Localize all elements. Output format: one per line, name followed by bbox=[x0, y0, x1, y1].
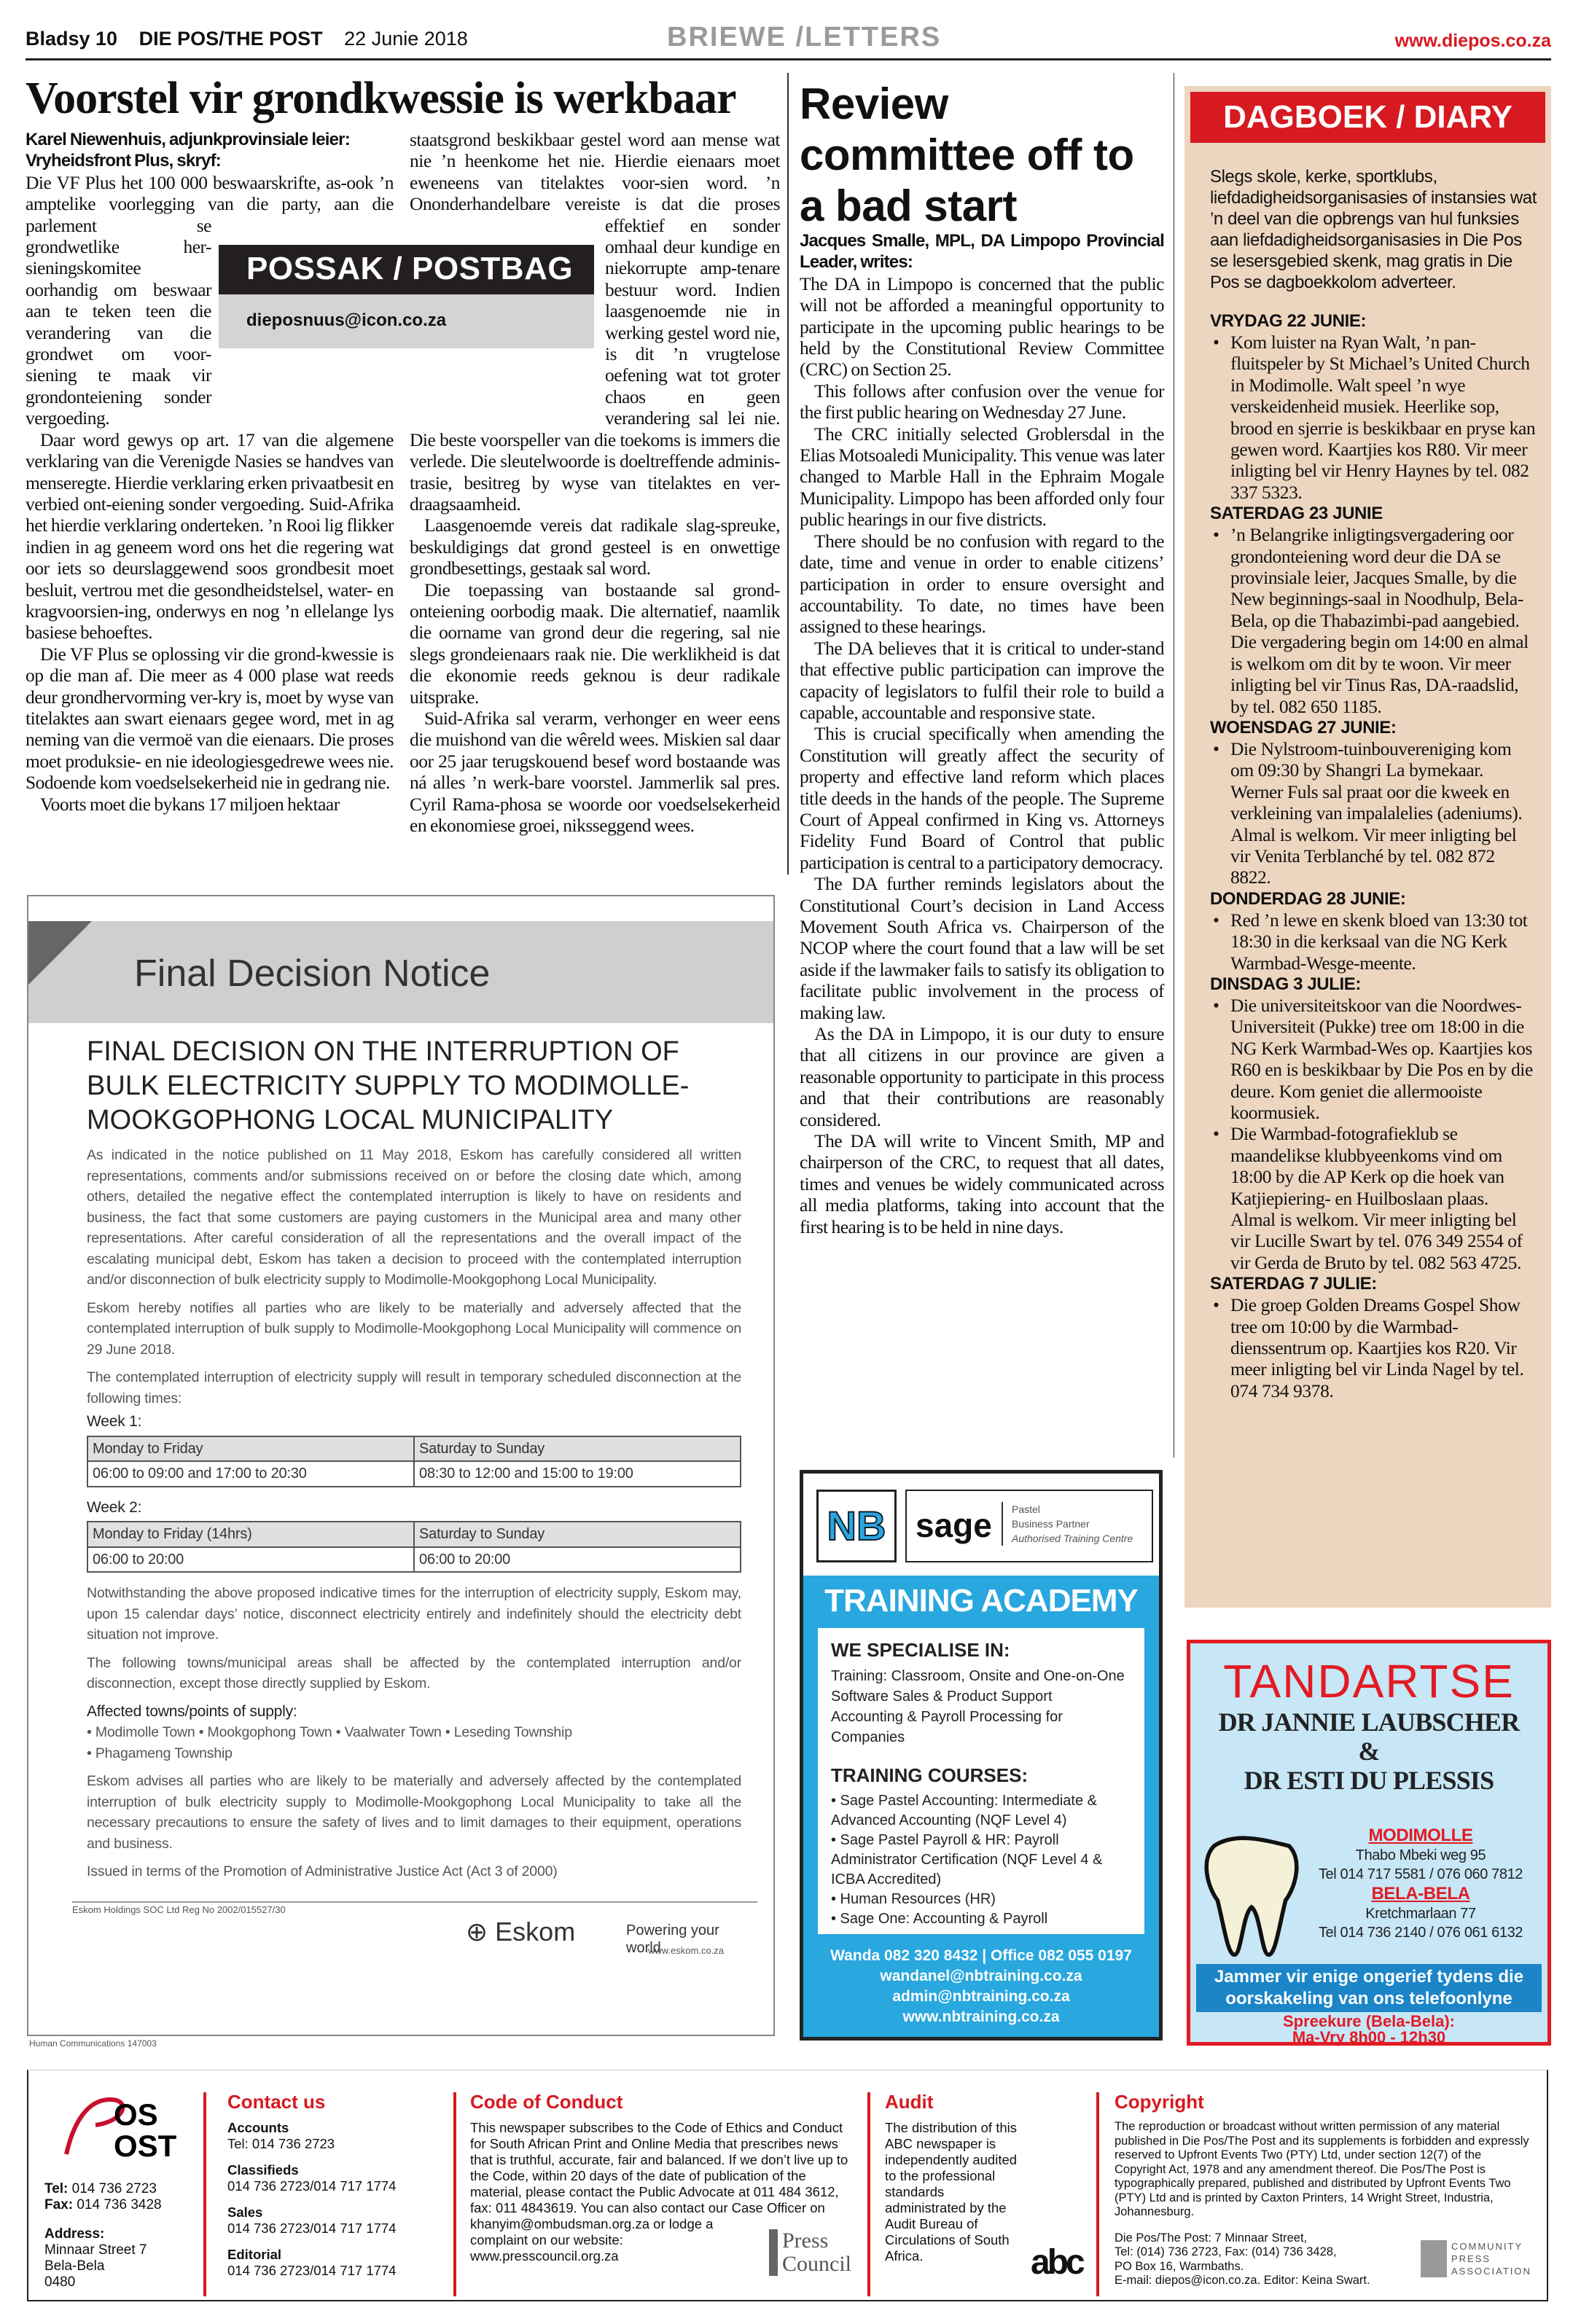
diary-event: • ’n Belangrike inligtingsvergadering oor grondonteiening word deur die DA se provinsiale leier, Jacques Smalle, by die New beginnings-saal in Noodhulp, Bela-Bela, op die Thabazimbi-pad aangebied. Die vergadering begin om 14:00 en almal is welkom om dit by te woon. Vir meer inligting bel vir Tinus Ras, DA-raadslid, by tel. 082 650 1185. bbox=[1210, 524, 1537, 717]
band-decoration bbox=[28, 921, 138, 1023]
audit-text: The distribution of this ABC newspaper is independently audited to the professional standards administrated by the Audit Bureau of Circulations of South Africa. bbox=[885, 2120, 1018, 2264]
contact-label: Editorial bbox=[227, 2247, 282, 2262]
contact-value: 014 736 2723/014 717 1774 bbox=[227, 2263, 397, 2278]
week-2-label: Week 2: bbox=[87, 1498, 142, 1516]
paper-name: DIE POS/THE POST bbox=[138, 28, 323, 50]
contact-title: Contact us bbox=[227, 2091, 326, 2113]
eskom-url[interactable]: www.eskom.co.za bbox=[648, 1944, 725, 1956]
review-paragraph: The CRC initially selected Groblersdal in the Elias Motsoaledi Municipality. This venue was later changed to Marble Hall in the Ephraim Mogale Municipality. Limpopo has been afforded only four public hearings in our five districts. bbox=[800, 423, 1164, 531]
eskom-logo: ⊕ Eskom bbox=[466, 1916, 576, 1947]
specialise-item: Software Sales & Product Support bbox=[831, 1689, 1053, 1705]
course-item: • Sage Pastel Payroll & HR: Payroll Administrator Certification (NQF Level 4 & ICBA Accredited) bbox=[831, 1832, 1103, 1887]
letter-paragraph: Voorts moet die bykans 17 miljoen hektaar bbox=[40, 793, 340, 815]
town-modimolle: MODIMOLLE bbox=[1368, 1826, 1473, 1845]
schedule-header: Monday to Friday (14hrs) bbox=[87, 1522, 414, 1547]
diary-title: DAGBOEK / DIARY bbox=[1190, 92, 1545, 143]
towns-label: Affected towns/points of supply: bbox=[87, 1702, 297, 1720]
phone: Tel 014 717 5581 / 076 060 7812 bbox=[1318, 1866, 1523, 1882]
diary-day-heading: VRYDAG 22 JUNIE: bbox=[1210, 311, 1367, 331]
column-divider bbox=[787, 73, 789, 875]
notice-paragraph: Notwithstanding the above proposed indicative times for the interruption of electricity supply, Eskom may, upon 15 calendar days’ notice, disconnect electricity entirely and indefinitely should the electricity debt situation not improve. bbox=[87, 1585, 741, 1643]
section-title: BRIEWE /LETTERS bbox=[667, 22, 942, 52]
letter-paragraph: Daar word gewys op art. 17 van die algemene verklaring van die Verenigde Nasies se handves van menseregte. Hierdie verklaring erken privaatbesit en verbied ont-eiening sonder vergoeding. Suid-Afrika het hierdie verklaring onderteken. ’n Rooi lig flikker indien in ag geneem word ons het die regering wat oor iets so deurslaggewend soos grondbesit moet besluit, vertrou met die gesondheidstelsel, water- en kragvoorsien-ing, onderwys en nog ’n ellelange lys basiese behoeftes. bbox=[26, 429, 394, 643]
notice-footer bbox=[72, 1901, 757, 1960]
review-paragraph: There should be no confusion with regard to the date, time and venue in order to enable citizens’ participation in order to ensure oversight and accountability. To date, no times have been assigned to these hearings. bbox=[800, 530, 1164, 638]
diary-day-heading: WOENSDAG 27 JUNIE: bbox=[1210, 717, 1397, 738]
address-line: Minnaar Street 7 bbox=[44, 2242, 147, 2258]
address-line: Bela-Bela bbox=[44, 2258, 105, 2274]
diary-event: • Die groep Golden Dreams Gospel Show tree om 10:00 by die Warmbad-dienssentrum op. Kaartjies kos R20. Vir meer inligting bel vir Linda Nagel by tel. 074 734 9378. bbox=[1210, 1294, 1537, 1401]
footer-divider bbox=[203, 2092, 206, 2296]
nb-website[interactable]: www.nbtraining.co.za bbox=[902, 2008, 1060, 2025]
course-item: • Human Resources (HR) bbox=[831, 1891, 996, 1907]
die-pos-logo bbox=[44, 2092, 183, 2161]
diary-event: • Die Warmbad-fotografieklub se maandelikse klubbyeenkoms vind om 18:00 by die AP Kerk op die hoek van Katjiepiering- en Huilboslaan plaas. Almal is welkom. Vir meer inligting bel vir Lucille Swart by tel. 076 349 2554 of vir Gerda de Bruto by tel. 082 563 4725. bbox=[1210, 1123, 1537, 1273]
audit-title: Audit bbox=[885, 2091, 934, 2113]
dentist-name: DR JANNIE LAUBSCHER bbox=[1218, 1707, 1520, 1737]
notice-paragraph: Eskom advises all parties who are likely to be materially and adversely affected by the contemplated interruption of bulk electricity supply to Modimolle-Mookgophong Local Municipality to take all the necessary precautions to ensure the safety of lives and to limit damages to their equipment, operations and business. bbox=[87, 1773, 741, 1852]
letter-paragraph: Die VF Plus se oplossing vir die grond-kwessie is op die man af. Die meer as 4 000 plase wat reeds deur grondhervorming ver-kry is, moet by wyse van titelaktes aan swart eienaars gegee word, met in ag neming van die vermoë van die eienaars. Die proses moet produksie- en nie ideologiesgedrewe wees nie. Sodoende kom voedselsekerheid nie in gedrang nie. bbox=[26, 643, 394, 794]
diary-event: • Red ’n lewe en skenk bloed van 13:30 tot 18:30 in die kerksaal van die NG Kerk Warmbad-Wesge-meente. bbox=[1210, 909, 1537, 974]
address: Kretchmarlaan 77 bbox=[1365, 1906, 1476, 1922]
contact-value: Tel: 014 736 2723 bbox=[227, 2136, 335, 2151]
phone: Tel 014 736 2140 / 076 061 6132 bbox=[1318, 1925, 1523, 1941]
copyright-address-line: PO Box 16, Warmbaths. bbox=[1115, 2259, 1244, 2273]
dentist-ad bbox=[1187, 1640, 1551, 2046]
postbag-title: POSSAK / POSTBAG bbox=[219, 245, 594, 294]
contact-list bbox=[227, 2120, 439, 2279]
courses-heading: TRAINING COURSES: bbox=[831, 1764, 1028, 1786]
letter-column-2 bbox=[410, 129, 780, 836]
eskom-tagline: Powering your world bbox=[626, 1922, 719, 1956]
postbag-box bbox=[219, 245, 594, 348]
contact-label: Classifieds bbox=[227, 2162, 299, 2178]
hours-label: Spreekure (Bela-Bela): bbox=[1283, 2012, 1455, 2030]
footer-divider bbox=[867, 2092, 870, 2296]
nb-email[interactable]: wandanel@nbtraining.co.za bbox=[880, 1968, 1082, 1984]
letter-paragraph: Die toepassing van bostaande sal grond-onteiening oorbodig maak. Die alternatief, naamlik die oorname van grond deur die regering, sal nie slegs grondeienaars raak nie. Die werklikheid is dat die ekonomie reeds geknou is deur radikale uitsprake. bbox=[410, 579, 780, 708]
notice-band bbox=[28, 921, 773, 1023]
week-1-label: Week 1: bbox=[87, 1413, 142, 1430]
copyright-address-line: Die Pos/The Post: 7 Minnaar Street, bbox=[1115, 2231, 1308, 2245]
diary-days bbox=[1210, 310, 1537, 1401]
notice-band-title: Final Decision Notice bbox=[134, 952, 491, 995]
review-byline: Jacques Smalle, MPL, DA Limpopo Provincial Leader, writes: bbox=[800, 231, 1164, 273]
specialise-item: Accounting & Payroll Processing for Companies bbox=[831, 1709, 1063, 1745]
schedule-cell: 08:30 to 12:00 and 15:00 to 19:00 bbox=[414, 1461, 741, 1487]
notice-body bbox=[87, 1145, 741, 1882]
review-paragraph: As the DA in Limpopo, it is our duty to ensure that all citizens in our province are given a reasonable opportunity to participate in this process and that their contributions are reasonably considered. bbox=[800, 1023, 1164, 1130]
copyright-address-line: Tel: (014) 736 2723, Fax: (014) 736 3428, bbox=[1115, 2245, 1337, 2258]
nb-email[interactable]: admin@nbtraining.co.za bbox=[892, 1988, 1070, 2005]
diary-intro: Slegs skole, kerke, sportklubs, liefdadigheidsorganisasies of instansies wat ’n deel van die opbrengs van hul funksies aan liefdadigheidsorganisasies in Die Pos se lesersgebied skenk, mag gratis in Die Pos se dagboekkolom adverteer. bbox=[1210, 167, 1537, 292]
nb-title: TRAINING ACADEMY bbox=[824, 1583, 1138, 1619]
sage-partner-logo: sage Pastel Business Partner Authorised Training Centre bbox=[905, 1490, 1153, 1562]
header-rule bbox=[26, 58, 1551, 60]
letter-column-1 bbox=[26, 129, 394, 815]
course-item: • Sage One: Accounting & Payroll bbox=[831, 1911, 1048, 1927]
contact-item bbox=[227, 2247, 439, 2279]
schedule-cell: 06:00 to 20:00 bbox=[414, 1547, 741, 1573]
contact-item bbox=[227, 2162, 439, 2194]
svg-text:OS: OS bbox=[114, 2097, 158, 2132]
contact-item bbox=[227, 2120, 439, 2152]
dentist-title: TANDARTSE bbox=[1223, 1655, 1515, 1707]
schedule-header: Saturday to Sunday bbox=[414, 1436, 741, 1462]
schedule-cell: 06:00 to 09:00 and 17:00 to 20:30 bbox=[87, 1461, 414, 1487]
letter-paragraph: staatsgrond beskikbaar gestel word aan mense wat nie ’n heenkome het nie. Hierdie eienaars moet eweneens van titelaktes voor-sien word. ’n Ononderhandelbare vereiste is dat die proses effektief en sonder omhaal deur kundige en niekorrupte amp-tenare bestuur word. Indien laasgenoemde nie in werking gestel word nie, is dit ’n vrugtelose oefening wat tot groter chaos en geen verandering sal lei nie. Die beste voorspeller van die toekoms is immers die verlede. Die sleutelwoorde is doeltreffende adminis-trasie, besitreg by wyse van titelaktes en ver-draagsaamheid. bbox=[410, 129, 780, 515]
tooth-icon bbox=[1201, 1831, 1303, 1963]
dentist-name: DR ESTI DU PLESSIS bbox=[1244, 1766, 1494, 1795]
contact-value: 014 736 2723/014 717 1774 bbox=[227, 2178, 397, 2194]
copyright-title: Copyright bbox=[1115, 2091, 1204, 2113]
notice-title: FINAL DECISION ON THE INTERRUPTION OF BULK ELECTRICITY SUPPLY TO MODIMOLLE-MOOKGOPHONG LOCAL MUNICIPALITY bbox=[87, 1036, 690, 1135]
phone-notice: Jammer vir enige ongerief tydens die oorskakeling van ons telefoonlyne bbox=[1196, 1964, 1542, 2012]
towns-list: • Modimolle Town • Mookgophong Town • Vaalwater Town • Leseding Township bbox=[87, 1724, 572, 1740]
code-text: This newspaper subscribes to the Code of Ethics and Conduct for South African Print and Online Media that prescribes news that is truthful, accurate, fair and balanced. If we don’t live up to the Code, within 20 days of the date of publication of the material, please contact the Public Advocate at 011 484 3612, fax: 011 4843619. You can also contact our Case Officer on khanyim@ombudsman.org.za or lodge a complaint on our website: www.presscouncil.org.za bbox=[470, 2120, 848, 2264]
press-council-logo: Press Council bbox=[769, 2229, 856, 2276]
review-headline: Review committee off to a bad start bbox=[800, 79, 1134, 230]
specialise-item: Training: Classroom, Onsite and One-on-One bbox=[831, 1668, 1125, 1684]
towns-list: • Phagameng Township bbox=[87, 1745, 233, 1761]
footer-tel: 014 736 2723 bbox=[71, 2181, 157, 2196]
hours: Ma-Vry 8h00 - 12h30 bbox=[1292, 2028, 1446, 2046]
contact-label: Sales bbox=[227, 2204, 263, 2220]
schedule-header: Saturday to Sunday bbox=[414, 1522, 741, 1547]
specialise-heading: WE SPECIALISE IN: bbox=[831, 1639, 1010, 1661]
contact-value: 014 736 2723/014 717 1774 bbox=[227, 2221, 397, 2236]
eskom-notice bbox=[27, 895, 775, 2036]
letter-byline-2: Vryheidsfront Plus, skryf: bbox=[26, 151, 221, 171]
schedule-header: Monday to Friday bbox=[87, 1436, 414, 1462]
contact-label: Accounts bbox=[227, 2120, 289, 2135]
diary-day-heading: SATERDAG 23 JUNIE bbox=[1210, 504, 1383, 524]
schedule-cell: 06:00 to 20:00 bbox=[87, 1547, 414, 1573]
review-paragraph: This is crucial specifically when amending the Constitution will greatly affect the security of property and effective land reform which places title deeds in the hands of the people. The Supreme Court of Appeal confirmed in King vs. Attorneys Fidelity Fund Board of Control that public participation is central to a participatory democracy. bbox=[800, 723, 1164, 873]
review-article bbox=[800, 230, 1164, 1237]
page-header bbox=[26, 28, 484, 50]
contact-item bbox=[227, 2204, 439, 2237]
ampersand: & bbox=[1358, 1737, 1380, 1766]
diary-event: • Die Nylstroom-tuinbouvereniging kom om 09:30 by Shangri La bymekaar. Werner Fuls sal praat oor die kweek en verkleining van impalalelies (adeniums). Almal is welkom. Vir meer inligting bel vir Venita Terblanché by tel. 082 872 8822. bbox=[1210, 738, 1537, 888]
address: Thabo Mbeki weg 95 bbox=[1355, 1847, 1486, 1863]
nb-phones: Wanda 082 320 8432 | Office 082 055 0197 bbox=[830, 1947, 1132, 1964]
notice-paragraph: As indicated in the notice published on 11 May 2018, Eskom has carefully considered all written representations, comments and/or submissions received on or before the closing date which, among others, detailed the negative effect the contemplated interruption is likely to have on residents and business, the fact that some customers are paying customers in the Municipal area and many other representations. After careful consideration of all the representations and the overall impact of the escalating municipal debt, Eskom has taken a decision to proceed with the contemplated interruption and/or disconnection of bulk electricity supply to Modimolle-Mookgophong Local Municipality. bbox=[87, 1147, 741, 1288]
letter-paragraph: Die VF Plus het 100 000 beswaarskrifte, as-ook ’n amptelike voorlegging van die party, aan die parlement se grondwetlike her-sieningskomitee oorhandig om beswaar aan te teken teen die verandering van die grondwet om voor-siening te maak vir grondonteiening sonder vergoeding. bbox=[26, 171, 394, 429]
issue-date: 22 Junie 2018 bbox=[344, 28, 468, 50]
copyright-address-line: E-mail: diepos@icon.co.za. Editor: Keina Swart. bbox=[1115, 2274, 1370, 2287]
registration-number: Eskom Holdings SOC Ltd Reg No 2002/015527/30 bbox=[72, 1904, 286, 1915]
notice-paragraph: Issued in terms of the Promotion of Administrative Justice Act (Act 3 of 2000) bbox=[87, 1863, 558, 1879]
masthead-footer: OS OST Tel: 014 736 2723 Fax: 014 736 3428 Address: Minnaar Street 7 Bela-Bela 0480 Contact us Accounts Tel: 014 736 2723 Classifieds 014 736 2723/014 717 1774 Sales 014 736 2723/014 717 1774 Editorial 014 736 2723/014 717 1774 Code of Conduct Press Council This newspaper subscribes to the Code of Ethics and Conduct for South African Print and Online Media that prescribes news that is truthful, accurate, fair and balanced. If we don’t live up to the Code, within 20 days of the date of publication of the material, please contact the Public Advocate at 011 484 3612, fax: 011 4843619. You can also contact our Case Officer on khanyim@ombudsman.org.za or lodge a complaint on our website: www.presscouncil.org.za Audit The distribution of this ABC newspaper is independently audited to the professional standards administrated by the Audit Bureau of Circulations of South Africa. abc Copyright The reproduction or broadcast without written permission of any material published in Die Pos/The Post and its supplements is forbidden and expressly reserved to Upfront Events Two (PTY) Ltd, under section 12(7) of the Copyright Act, 1978 and any amendment thereof. Die Pos/The Post is typographically prepared, published and distributed by Upfront Events Two (PTY) Ltd and is printed by Caxton Printers, 14 Wright Street, Industria, Johannesburg. Die Pos/The Post: 7 Minnaar Street, Tel: (014) 736 2723, Fax: (014) 736 3428, PO Box 16, Warmbaths. E-mail: diepos@icon.co.za. Editor: Keina Swart. COMMUNITY PRESS ASSOCIATION bbox=[27, 2070, 1548, 2301]
diary-day-heading: SATERDAG 7 JULIE: bbox=[1210, 1274, 1377, 1294]
abc-logo: abc bbox=[1031, 2243, 1082, 2282]
letter-paragraph: Laasgenoemde vereis dat radikale slag-spreuke, beskuldigings dat grond gesteel is en onwettige grondbesettings, gestaak sal word. bbox=[410, 515, 780, 579]
letter-headline: Voorstel vir grondkwessie is werkbaar bbox=[26, 74, 736, 123]
copyright-text: The reproduction or broadcast without written permission of any material published in Die Pos/The Post and its supplements is forbidden and expressly reserved to Upfront Events Two (PTY) Ltd, under section 12(7) of the Copyright Act, 1978 and any amendment thereof. Die Pos/The Post is typographically prepared, published and distributed by Upfront Events Two (PTY) Ltd and is printed by Caxton Printers, 14 Wright Street, Industria, Johannesburg. bbox=[1115, 2120, 1529, 2218]
address-line: 0480 bbox=[44, 2274, 76, 2290]
diary-day-heading: DINSDAG 3 JULIE: bbox=[1210, 974, 1361, 994]
community-press-association-logo: COMMUNITY PRESS ASSOCIATION bbox=[1421, 2240, 1530, 2277]
code-title: Code of Conduct bbox=[470, 2091, 623, 2113]
postbag-email[interactable]: dieposnuus@icon.co.za bbox=[219, 294, 594, 348]
course-item: • Sage Pastel Accounting: Intermediate & Advanced Accounting (NQF Level 4) bbox=[831, 1793, 1097, 1828]
agency-credit: Human Communications 147003 bbox=[29, 2038, 157, 2049]
sage-logo: sage bbox=[916, 1506, 992, 1544]
review-paragraph: The DA will write to Vincent Smith, MP and chairperson of the CRC, to request that all dates, times and venues be widely communicated across all media platforms, taking into account that the first hearing is to be held in nine days. bbox=[800, 1130, 1164, 1237]
diary-day-heading: DONDERDAG 28 JUNIE: bbox=[1210, 888, 1406, 909]
diary-event: • Kom luister na Ryan Walt, ’n pan-fluitspeler by St Michael’s United Church in Modimolle. Walt speel ’n wye verskeidenheid musiek. Heerlike sop, brood en sjerrie is beskikbaar en pryse kan gewen word. Kaartjies kos R80. Vir meer inligting bel vir Henry Haynes by tel. 082 337 5323. bbox=[1210, 332, 1537, 503]
footer-fax: 014 736 3428 bbox=[77, 2197, 162, 2213]
review-paragraph: The DA in Limpopo is concerned that the public will not be afforded a meaningful opportunity to participate in the upcoming public hearings to be held by the Constitutional Review Committee (CRC) on Section 25. bbox=[800, 273, 1164, 380]
notice-paragraph: Eskom hereby notifies all parties who are likely to be materially and adversely affected that the contemplated interruption of bulk supply to Modimolle-Mookgophong Local Municipality will commence on 29 June 2018. bbox=[87, 1299, 741, 1358]
website-link[interactable]: www.diepos.co.za bbox=[1394, 31, 1551, 51]
review-paragraph: The DA believes that it is critical to under-stand that effective public participation can improve the capacity of legislators to fulfil their role to build a capable, accountable and responsive state. bbox=[800, 637, 1164, 723]
svg-text:OST: OST bbox=[114, 2129, 177, 2161]
review-paragraph: The DA further reminds legislators about the Constitutional Court’s decision in Land Access Movement South Africa vs. Chairperson of the NCOP where the court found that a law will be set aside if the lawmaker fails to satisfy its obligation to facilitate public involvement in the process of making law. bbox=[800, 873, 1164, 1023]
nb-logo: NB bbox=[816, 1490, 897, 1562]
notice-paragraph: The contemplated interruption of electricity supply will result in temporary scheduled disconnection at the following times: bbox=[87, 1369, 741, 1406]
notice-paragraph: The following towns/municipal areas shall be affected by the contemplated interruption and/or disconnection, except those directly supplied by Eskom. bbox=[87, 1654, 741, 1691]
letter-paragraph: Suid-Afrika sal verarm, verhonger en weer eens die muishond van die wêreld wees. Miskien sal daar oor 25 jaar terugskouend besef word bostaande was ná alles ’n werk-bare voorstel. Jammerlik sal pres. Cyril Rama-phosa se woorde oor voedselsekerheid en ekonomiese groei, niksseggend wees. bbox=[410, 707, 780, 836]
letter-byline-1: Karel Niewenhuis, adjunkprovinsiale leier: bbox=[26, 130, 350, 149]
week-2-schedule bbox=[87, 1521, 741, 1573]
diary-box bbox=[1184, 86, 1551, 1608]
review-paragraph: This follows after confusion over the venue for the first public hearing on Wednesday 27 June. bbox=[800, 380, 1164, 423]
footer-divider bbox=[1096, 2092, 1099, 2296]
diary-event: • Die universiteitskoor van die Noordwes-Universiteit (Pukke) tree om 18:00 in die NG Kerk Warmbad-Wes op. Kaartjies kos R60 en is beskikbaar by Die Pos en by die deure. Kom geniet die allermooiste koormusiek. bbox=[1210, 995, 1537, 1123]
week-1-schedule bbox=[87, 1436, 741, 1487]
footer-divider bbox=[453, 2092, 456, 2296]
town-bela-bela: BELA-BELA bbox=[1371, 1884, 1470, 1904]
nb-training-ad bbox=[800, 1470, 1163, 2041]
page-number: Bladsy 10 bbox=[26, 28, 118, 50]
